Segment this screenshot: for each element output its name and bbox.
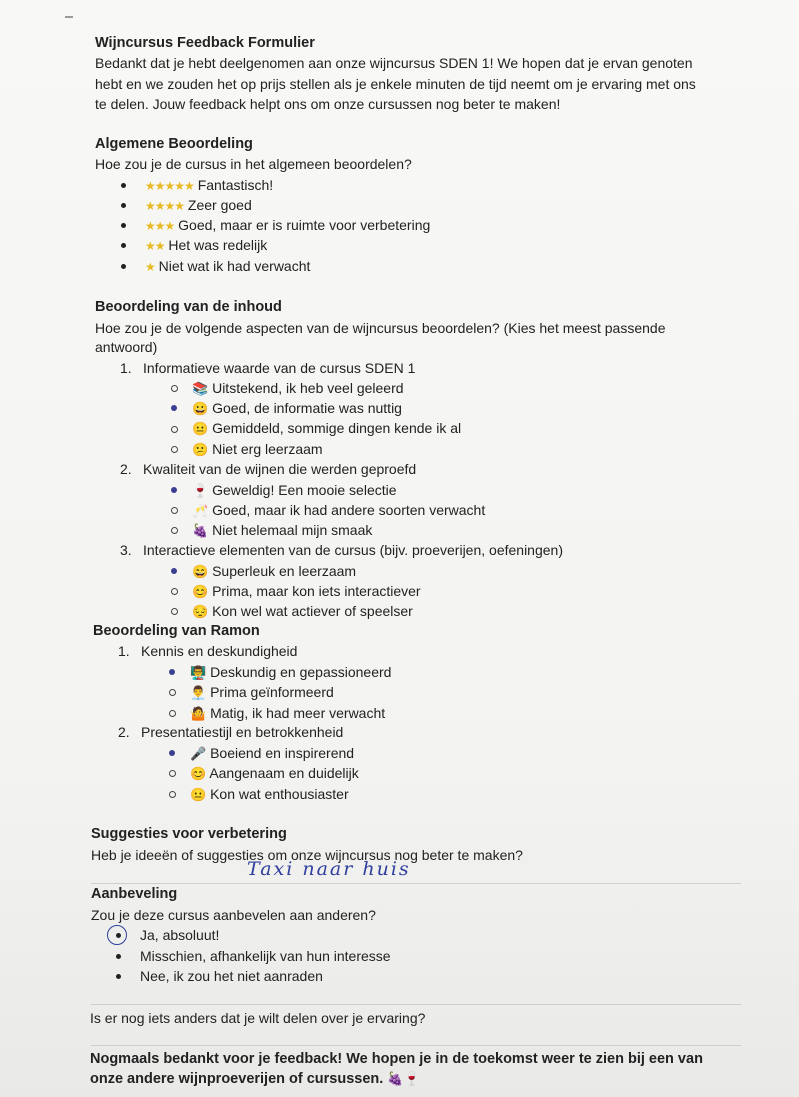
star-rating-icon: ★★★★★	[145, 179, 194, 193]
answer-option	[190, 763, 359, 784]
microphone-icon: 🎤	[190, 746, 207, 761]
other-question: Is er nog iets anders dat je wilt delen over je ervaring?	[90, 1010, 426, 1026]
divider	[91, 1004, 741, 1005]
recommend-option[interactable]: Nee, ik zou het niet aanraden	[140, 968, 323, 984]
radio-unselected[interactable]	[169, 710, 176, 717]
radio-unselected[interactable]	[171, 527, 178, 534]
answer-option	[192, 601, 413, 622]
answer-line	[91, 883, 741, 884]
radio-unselected[interactable]	[171, 507, 178, 514]
answer-option	[192, 581, 421, 602]
clinking-glasses-icon: 🥂	[192, 503, 209, 518]
question-label: Interactieve elementen van de cursus (bijv. proeverijen, oefeningen)	[143, 542, 563, 558]
option-label: Boeiend en inspirerend	[210, 745, 355, 761]
general-option[interactable]	[145, 215, 430, 236]
answer-option	[192, 520, 372, 541]
question-number: 3.	[120, 542, 132, 558]
grinning-face-icon: 😄	[192, 564, 209, 579]
option-label: Prima geïnformeerd	[210, 684, 334, 700]
grapes-icon: 🍇	[192, 523, 209, 538]
answer-option	[190, 703, 385, 724]
closing-text	[90, 1069, 420, 1089]
answer-option	[192, 418, 461, 439]
question-label: Presentatiestijl en betrokkenheid	[141, 724, 344, 740]
radio-unselected[interactable]	[171, 446, 178, 453]
option-label: Uitstekend, ik heb veel geleerd	[212, 380, 404, 396]
suggestions-question: Heb je ideeën of suggesties om onze wijncursus nog beter te maken?	[91, 847, 523, 863]
radio-unselected[interactable]	[169, 791, 176, 798]
grapes-wine-icon: 🍇🍷	[387, 1071, 420, 1086]
option-label: Fantastisch!	[197, 177, 274, 193]
smile-icon: 😀	[192, 401, 209, 416]
smile-icon: 😊	[190, 766, 207, 781]
radio-unselected[interactable]	[169, 770, 176, 777]
option-label: Geweldig! Een mooie selectie	[212, 482, 397, 498]
option-label: Gemiddeld, sommige dingen kende ik al	[212, 420, 462, 436]
books-icon: 📚	[192, 381, 209, 396]
question-label: Kennis en deskundigheid	[141, 643, 298, 659]
question-number: 1.	[118, 643, 130, 659]
recommend-option[interactable]: Ja, absoluut!	[140, 927, 220, 943]
answer-option	[190, 682, 334, 703]
option-label: Kon wat enthousiaster	[210, 786, 349, 802]
radio-unselected[interactable]	[171, 588, 178, 595]
recommend-option[interactable]: Misschien, afhankelijk van hun interesse	[140, 948, 391, 964]
content-question: Hoe zou je de volgende aspecten van de wijncursus beoordelen? (Kies het meest passende	[95, 320, 666, 336]
answer-line	[91, 1045, 741, 1046]
radio-unselected[interactable]	[171, 385, 178, 392]
ramon-heading: Beoordeling van Ramon	[93, 623, 260, 639]
shrug-icon: 🤷	[190, 706, 207, 721]
option-label: Superleuk en leerzaam	[212, 563, 357, 579]
answer-option	[192, 398, 402, 419]
smile-icon: 😊	[192, 584, 209, 599]
answer-option	[190, 784, 349, 805]
option-label: Kon wel wat actiever of speelser	[212, 603, 413, 619]
radio-selected[interactable]	[169, 750, 175, 756]
option-label: Niet helemaal mijn smaak	[212, 522, 373, 538]
scan-mark	[65, 16, 73, 18]
option-label: Zeer goed	[187, 197, 252, 213]
question-number: 2.	[118, 724, 130, 740]
content-question: antwoord)	[95, 339, 158, 355]
radio-unselected[interactable]	[171, 608, 178, 615]
neutral-face-icon: 😐	[192, 421, 209, 436]
answer-option	[190, 743, 354, 764]
star-rating-icon: ★★★	[145, 219, 175, 233]
general-option[interactable]	[145, 235, 267, 256]
form-title: Wijncursus Feedback Formulier	[95, 35, 315, 51]
star-rating-icon: ★★★★	[145, 199, 185, 213]
radio-selected[interactable]	[169, 669, 175, 675]
answer-option	[192, 439, 323, 460]
answer-option	[192, 480, 397, 501]
option-label: Niet wat ik had verwacht	[158, 258, 311, 274]
radio-selected[interactable]	[171, 405, 177, 411]
star-rating-icon: ★★	[145, 239, 165, 253]
option-label: Goed, maar ik had andere soorten verwacht	[212, 502, 486, 518]
option-label: Prima, maar kon iets interactiever	[212, 583, 421, 599]
question-label: Informatieve waarde van de cursus SDEN 1	[143, 360, 416, 376]
option-label: Goed, maar er is ruimte voor verbetering	[178, 217, 431, 233]
general-heading: Algemene Beoordeling	[95, 136, 253, 152]
star-rating-icon: ★	[145, 260, 155, 274]
teacher-icon: 👨‍🏫	[190, 665, 207, 680]
option-label: Niet erg leerzaam	[212, 441, 323, 457]
radio-selected[interactable]	[171, 568, 177, 574]
option-label: Het was redelijk	[168, 237, 268, 253]
option-label: Goed, de informatie was nuttig	[212, 400, 402, 416]
closing-text: Nogmaals bedankt voor je feedback! We hopen je in de toekomst weer te zien bij een van	[90, 1051, 703, 1067]
intro-line: hebt en we zouden het op prijs stellen als je enkele minuten de tijd neemt om je ervaring met ons	[95, 76, 696, 92]
office-worker-icon: 👨‍💼	[190, 685, 207, 700]
radio-unselected[interactable]	[171, 426, 178, 433]
answer-option	[192, 378, 404, 399]
suggestions-heading: Suggesties voor verbetering	[91, 826, 287, 842]
option-label: Deskundig en gepassioneerd	[210, 664, 392, 680]
intro-line: Bedankt dat je hebt deelgenomen aan onze wijncursus SDEN 1! We hopen dat je ervan genoten	[95, 55, 693, 71]
general-question: Hoe zou je de cursus in het algemeen beoordelen?	[95, 156, 412, 172]
option-label: Aangenaam en duidelijk	[209, 765, 359, 781]
question-label: Kwaliteit van de wijnen die werden geproefd	[143, 461, 417, 477]
answer-option	[192, 561, 356, 582]
radio-unselected[interactable]	[169, 689, 176, 696]
content-heading: Beoordeling van de inhoud	[95, 299, 282, 315]
question-number: 1.	[120, 360, 132, 376]
confused-face-icon: 😕	[192, 442, 209, 457]
answer-option	[192, 500, 485, 521]
handwritten-answer[interactable]: Taxi naar huis	[247, 858, 411, 880]
closing-line: onze andere wijnproeverijen of cursussen.	[90, 1071, 384, 1087]
option-label: Matig, ik had meer verwacht	[210, 705, 386, 721]
recommend-heading: Aanbeveling	[91, 886, 178, 902]
answer-option	[190, 662, 391, 683]
intro-line: te delen. Jouw feedback helpt ons om onze cursussen nog beter te maken!	[95, 96, 561, 112]
general-option[interactable]	[145, 195, 252, 216]
question-number: 2.	[120, 461, 132, 477]
general-option[interactable]	[145, 175, 273, 196]
pensive-face-icon: 😔	[192, 604, 209, 619]
recommend-question: Zou je deze cursus aanbevelen aan anderen?	[91, 907, 376, 923]
neutral-face-icon: 😐	[190, 787, 207, 802]
wine-glass-icon: 🍷	[192, 483, 209, 498]
general-option[interactable]	[145, 256, 310, 277]
radio-selected[interactable]	[171, 487, 177, 493]
